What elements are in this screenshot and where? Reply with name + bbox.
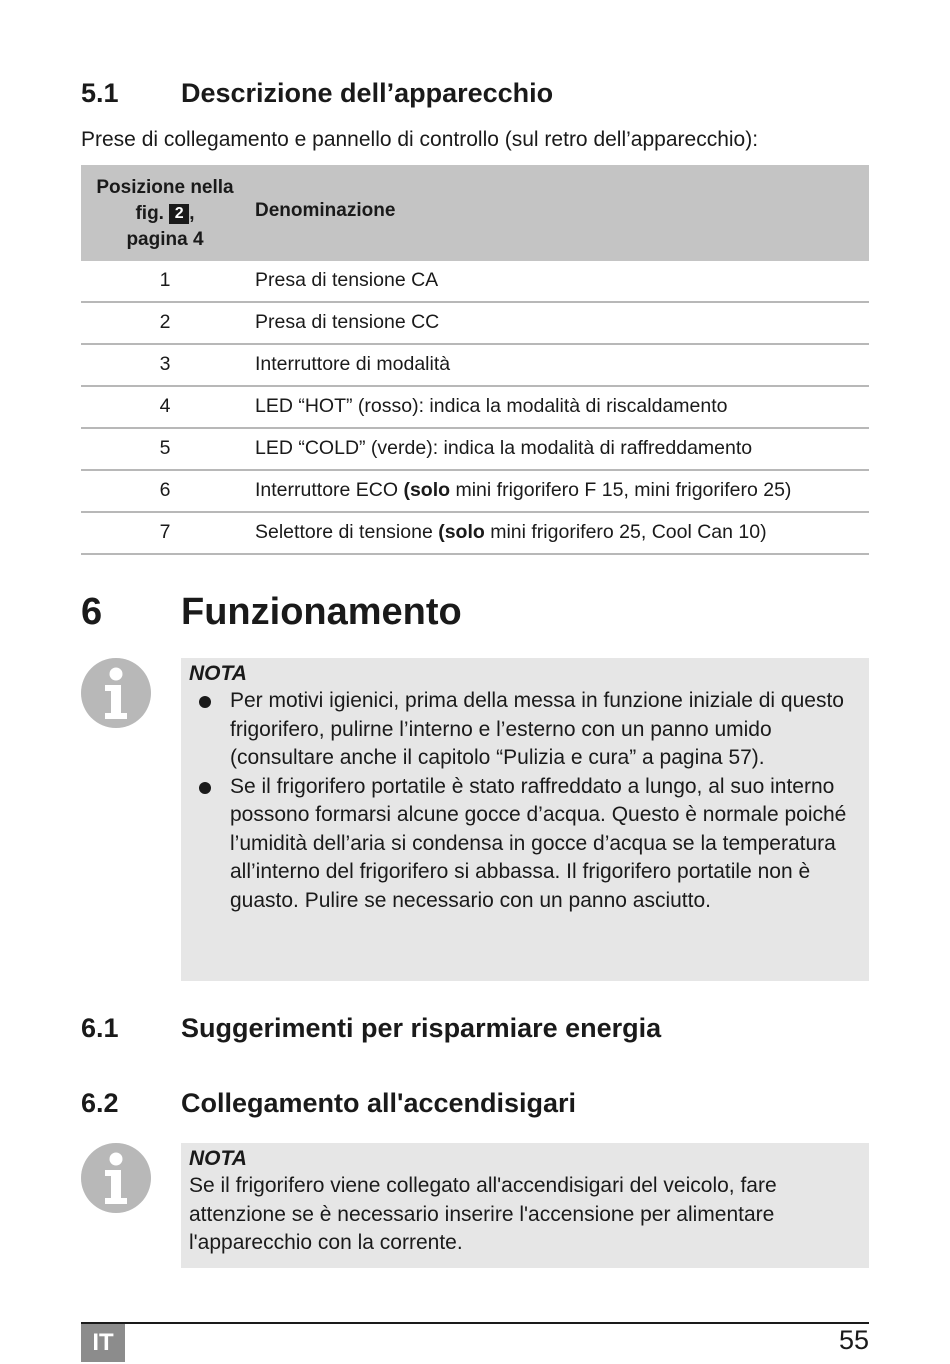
note-box — [181, 1143, 869, 1268]
note-bullet: Per motivi igienici, prima della messa in funzione iniziale di questo frigorifero, pulirne l’interno e l’esterno con un panno umido (consultare anche il capitolo “Pulizia e cura” a pagina 57). — [189, 687, 861, 773]
table-row: 5 LED “COLD” (verde): indica la modalità di raffreddamento — [81, 429, 869, 471]
info-icon — [80, 657, 152, 729]
bullet-icon — [199, 696, 211, 708]
section-number: 6.2 — [81, 1088, 119, 1118]
note-title: NOTA — [189, 1147, 247, 1170]
table-header — [81, 165, 869, 261]
chapter-title: Funzionamento — [181, 591, 462, 633]
info-icon — [80, 1142, 152, 1214]
section-number: 5.1 — [81, 78, 119, 108]
table-row: 6 Interruttore ECO (solo mini frigorifero F 15, mini frigorifero 25) — [81, 471, 869, 513]
section-number: 6.1 — [81, 1013, 119, 1043]
table-row: 3 Interruttore di modalità — [81, 345, 869, 387]
note-text: Se il frigorifero viene collegato all'accendisigari del veicolo, fare attenzione se è necessario inserire l'accensione per alimentare l'apparecchio con la corrente. — [189, 1174, 777, 1254]
table-row: 2 Presa di tensione CC — [81, 303, 869, 345]
language-badge: IT — [81, 1324, 125, 1362]
table-row: 1 Presa di tensione CA — [81, 261, 869, 303]
header-name: Denominazione — [255, 200, 396, 221]
section-title: Suggerimenti per risparmiare energia — [181, 1013, 662, 1043]
header-position: Posizione nella fig. 2 , pagina 4 — [96, 177, 234, 250]
note-bullet: Se il frigorifero portatile è stato raffreddato a lungo, al suo interno possono formarsi alcune gocce d’acqua. Questo è normale poiché l’umidità dell’aria si condensa in gocce d’acqua se la temperatura all’interno del frigorifero si abbassa. Il frigorifero portatile non è guasto. Pulire se necessario con un panno asciutto. — [189, 773, 861, 916]
section-title: Descrizione dell’apparecchio — [181, 78, 554, 108]
page-number: 55 — [838, 1325, 869, 1355]
note-title: NOTA — [189, 662, 247, 685]
table-row: 4 LED “HOT” (rosso): indica la modalità di riscaldamento — [81, 387, 869, 429]
chapter-number: 6 — [81, 591, 103, 633]
note-box — [181, 658, 869, 981]
intro-text: Prese di collegamento e pannello di controllo (sul retro dell’apparecchio): — [81, 128, 759, 151]
figure-number-badge: 2 — [169, 204, 189, 224]
bullet-icon — [199, 782, 211, 794]
components-table — [81, 165, 869, 555]
section-title: Collegamento all'accendisigari — [181, 1088, 577, 1118]
footer-divider — [81, 1322, 869, 1324]
table-row: 7 Selettore di tensione (solo mini frigorifero 25, Cool Can 10) — [81, 513, 869, 555]
